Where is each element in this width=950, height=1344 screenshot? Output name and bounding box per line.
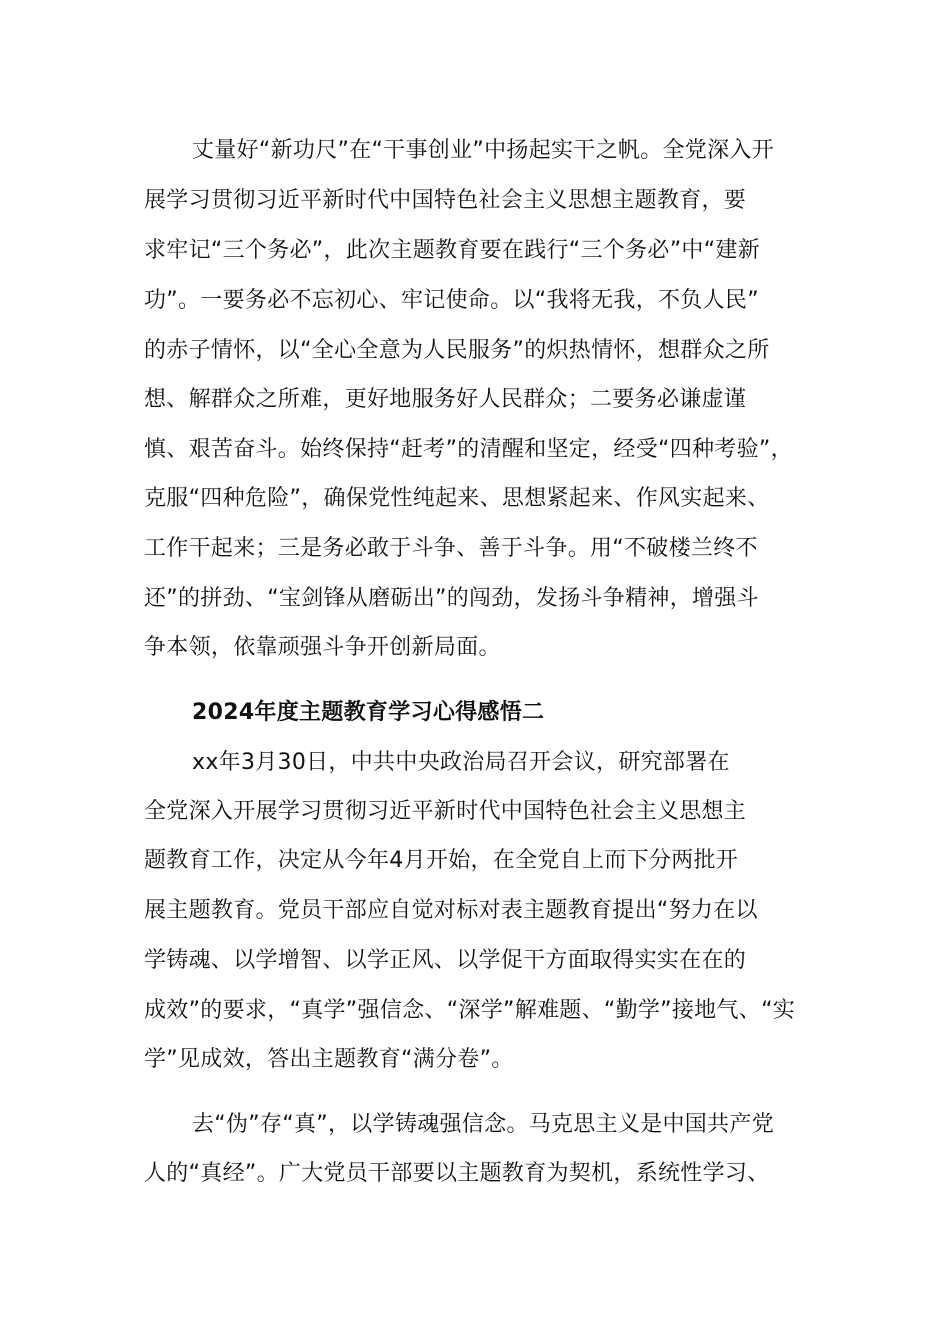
text-line: 慎、艰苦奋斗。始终保持“赶考”的清醒和坚定，经受“四种考验”， (144, 437, 793, 462)
text-line: 丈量好“新功尺”在“干事创业”中扬起实干之帆。全党深入开 (192, 138, 774, 163)
text-line: 学”见成效，答出主题教育“满分卷”。 (144, 1047, 514, 1072)
text-line: 还”的拼劲、“宝剑锋从磨砺出”的闯劲，发扬斗争精神，增强斗 (144, 586, 759, 611)
text-line: 题教育工作，决定从今年4月开始，在全党自上而下分两批开 (144, 848, 739, 873)
text-line: 全党深入开展学习贯彻习近平新时代中国特色社会主义思想主 (144, 799, 747, 824)
text-line: 的赤子情怀，以“全心全意为人民服务”的炽热情怀，想群众之所 (144, 338, 770, 363)
text-line: 展主题教育。党员干部应自觉对标对表主题教育提出“努力在以 (144, 898, 758, 923)
text-line: 人的“真经”。广大党员干部要以主题教育为契机，系统性学习、 (144, 1161, 770, 1186)
text-line: 求牢记“三个务必”，此次主题教育要在践行“三个务必”中“建新 (144, 238, 760, 263)
text-line: 去“伪”存“真”，以学铸魂强信念。马克思主义是中国共产党 (192, 1112, 774, 1137)
text-line: 工作干起来；三是务必敢于斗争、善于斗争。用“不破楼兰终不 (144, 536, 758, 561)
text-line: 展学习贯彻习近平新时代中国特色社会主义思想主题教育，要 (144, 188, 747, 213)
text-line: xx年3月30日，中共中央政治局召开会议，研究部署在 (192, 750, 730, 775)
text-line: 学铸魂、以学增智、以学正风、以学促干方面取得实实在在的 (144, 948, 747, 973)
text-line: 克服“四种危险”，确保党性纯起来、思想紧起来、作风实起来、 (144, 486, 770, 511)
text-line: 功”。一要务必不忘初心、牢记使命。以“我将无我，不负人民” (144, 288, 759, 313)
text-line: 想、解群众之所难，更好地服务好人民群众；二要务必谦虚谨 (144, 387, 747, 412)
section-heading: 2024年度主题教育学习心得感悟二 (192, 700, 545, 725)
text-line: 成效”的要求，“真学”强信念、“深学”解难题、“勤学”接地气、“实 (144, 998, 796, 1023)
text-line: 争本领，依靠顽强斗争开创新局面。 (144, 635, 501, 660)
